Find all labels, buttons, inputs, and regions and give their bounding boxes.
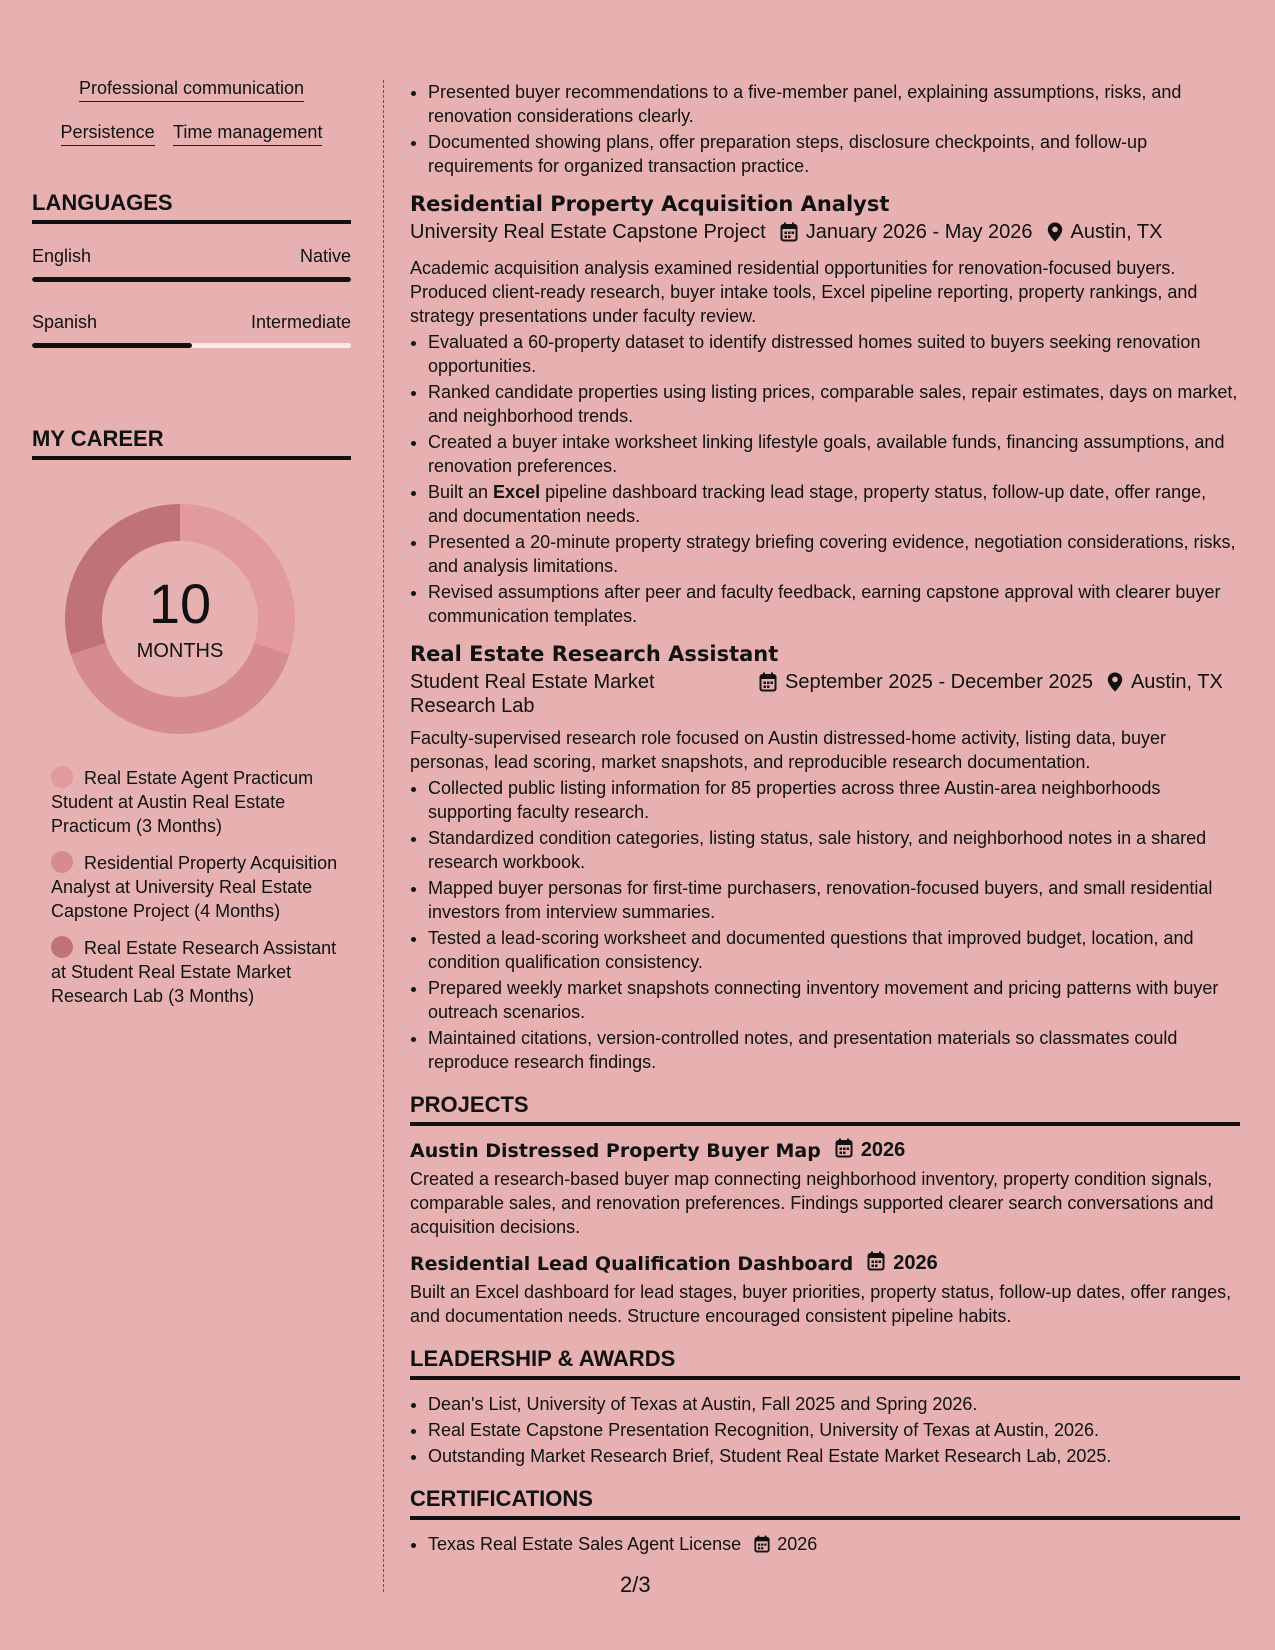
career-unit: MONTHS <box>136 640 224 662</box>
calendar-icon <box>754 1535 770 1559</box>
career-legend <box>51 766 351 1008</box>
career-legend-item <box>51 766 351 838</box>
bullet-text: pipeline dashboard tracking lead stage, property status, follow-up date, offer range, and documentation needs. <box>428 482 1207 526</box>
project-year: 2026 <box>893 1252 938 1274</box>
career-donut <box>65 504 295 734</box>
language-level: Intermediate <box>250 312 351 332</box>
calendar-icon <box>835 1138 853 1163</box>
language-item <box>32 246 351 282</box>
career-legend-label: Residential Property Acquisition Analyst at University Real Estate Capstone Project (4 Months) <box>51 853 338 921</box>
job-meta <box>410 220 1240 248</box>
calendar-icon <box>780 222 798 248</box>
bullet-text: Built an <box>428 482 494 502</box>
job-title: Real Estate Research Assistant <box>410 642 779 666</box>
award-item: • Dean's List, University of Texas at Austin, Fall 2025 and Spring 2026. <box>428 1392 1240 1416</box>
leadership-heading: LEADERSHIP & AWARDS <box>410 1346 1240 1380</box>
language-bar <box>32 343 351 348</box>
certifications-list <box>410 1532 1240 1559</box>
job-bullets <box>410 776 1240 1074</box>
project-title: Austin Distressed Property Buyer Map <box>410 1139 821 1162</box>
bullet-item: • Collected public listing information for 85 properties across three Austin-area neighborhoods supporting faculty research. <box>428 776 1240 824</box>
project-title: Residential Lead Qualification Dashboard <box>410 1252 854 1275</box>
language-bar <box>32 277 351 282</box>
bullet-keyword: Excel <box>493 482 541 502</box>
bullet-item: • Created a buyer intake worksheet linking lifestyle goals, available funds, financing assumptions, and renovation preferences. <box>428 430 1240 478</box>
page-number: 2/3 <box>620 1572 651 1597</box>
job-location: Austin, TX <box>1070 221 1163 243</box>
sidebar <box>32 78 351 1021</box>
job-summary: Faculty-supervised research role focused on Austin distressed-home activity, listing data, buyer personas, lead scoring, market snapshots, and reproducible research documentation. <box>410 728 1167 772</box>
bullet-item: • Documented showing plans, offer preparation steps, disclosure checkpoints, and follow-up requirements for organized transaction practice. <box>428 130 1240 178</box>
language-name: Spanish <box>32 312 98 332</box>
career-legend-label: Real Estate Research Assistant at Student Real Estate Market Research Lab (3 Months) <box>51 938 337 1006</box>
skill-chip: Time management <box>173 122 322 146</box>
column-divider <box>383 80 384 1592</box>
award-item: • Real Estate Capstone Presentation Recognition, University of Texas at Austin, 2026. <box>428 1418 1240 1442</box>
bullet-item: • Standardized condition categories, listing status, sale history, and neighborhood notes in a shared research workbook. <box>428 826 1240 874</box>
bullet-item: • Tested a lead-scoring worksheet and documented questions that improved budget, location, and condition qualification consistency. <box>428 926 1240 974</box>
job-bullets <box>410 330 1240 628</box>
job-organization: University Real Estate Capstone Project <box>410 221 766 243</box>
career-legend-item <box>51 936 351 1008</box>
language-level: Native <box>299 246 351 266</box>
award-item: • Outstanding Market Research Brief, Student Real Estate Market Research Lab, 2025. <box>428 1444 1240 1468</box>
main-content <box>410 80 1240 1561</box>
job-summary: Academic acquisition analysis examined residential opportunities for renovation-focused buyers. Produced client-ready research, buyer intake tools, Excel pipeline reporting, property rankings, and strategy presentations under faculty review. <box>410 258 1198 326</box>
bullet-item: • Revised assumptions after peer and faculty feedback, earning capstone approval with clearer buyer communication templates. <box>428 580 1240 628</box>
certification-name: Texas Real Estate Sales Agent License <box>428 1534 742 1554</box>
certifications-heading: CERTIFICATIONS <box>410 1486 1240 1520</box>
bullet-item <box>428 480 1240 528</box>
legend-dot <box>51 936 73 958</box>
certification-item <box>428 1532 1240 1559</box>
bullet-item: • Presented buyer recommendations to a five-member panel, explaining assumptions, risks, and renovation considerations clearly. <box>428 80 1240 128</box>
job-dates: September 2025 - December 2025 <box>785 671 1093 693</box>
project-title-row <box>410 1251 1240 1276</box>
bullet-item: • Mapped buyer personas for first-time purchasers, renovation-focused buyers, and small residential investors from interview summaries. <box>428 876 1240 924</box>
project-description: Created a research-based buyer map connecting neighborhood inventory, property condition signals, comparable sales, and renovation preferences. Findings supported clearer search conversations and acquisition decisions. <box>410 1169 1214 1237</box>
career-heading: MY CAREER <box>32 426 351 460</box>
language-bar-fill <box>32 343 192 348</box>
job-dates: January 2026 - May 2026 <box>805 221 1033 243</box>
calendar-icon <box>867 1251 885 1276</box>
career-legend-item <box>51 851 351 923</box>
calendar-icon <box>759 672 777 698</box>
bullet-item: • Evaluated a 60-property dataset to identify distressed homes suited to buyers seeking renovation opportunities. <box>428 330 1240 378</box>
project-year: 2026 <box>860 1139 906 1161</box>
career-legend-label: Real Estate Agent Practicum Student at Austin Real Estate Practicum (3 Months) <box>51 768 314 836</box>
legend-dot <box>51 766 73 788</box>
legend-dot <box>51 851 73 873</box>
career-total: 10 <box>148 572 212 635</box>
bullet-item: • Ranked candidate properties using listing prices, comparable sales, repair estimates, days on market, and neighborhood trends. <box>428 380 1240 428</box>
previous-job-bullets <box>410 80 1240 178</box>
leadership-list <box>410 1392 1240 1468</box>
job-meta <box>410 670 1240 718</box>
languages-heading: LANGUAGES <box>32 190 351 224</box>
language-item <box>32 312 351 348</box>
skill-chip: Persistence <box>61 122 155 146</box>
job-location: Austin, TX <box>1130 671 1223 693</box>
job-organization: Student Real Estate Market Research Lab <box>410 671 655 717</box>
bullet-item: • Presented a 20-minute property strategy briefing covering evidence, negotiation considerations, risks, and analysis limitations. <box>428 530 1240 578</box>
language-name: English <box>32 246 92 266</box>
language-bar-fill <box>32 277 351 282</box>
map-pin-icon <box>1047 222 1063 248</box>
project-title-row <box>410 1138 1240 1163</box>
projects-heading: PROJECTS <box>410 1092 1240 1126</box>
map-pin-icon <box>1107 672 1123 698</box>
bullet-item: • Prepared weekly market snapshots connecting inventory movement and pricing patterns with buyer outreach scenarios. <box>428 976 1240 1024</box>
skill-chip: Professional communication <box>79 78 304 102</box>
job-title: Residential Property Acquisition Analyst <box>410 192 890 216</box>
certification-year: 2026 <box>777 1534 818 1554</box>
bullet-item: • Maintained citations, version-controlled notes, and presentation materials so classmates could reproduce research findings. <box>428 1026 1240 1074</box>
project-description: Built an Excel dashboard for lead stages, buyer priorities, property status, follow-up dates, offer ranges, and documentation needs. Structure encouraged consistent pipeline habits. <box>410 1282 1232 1326</box>
